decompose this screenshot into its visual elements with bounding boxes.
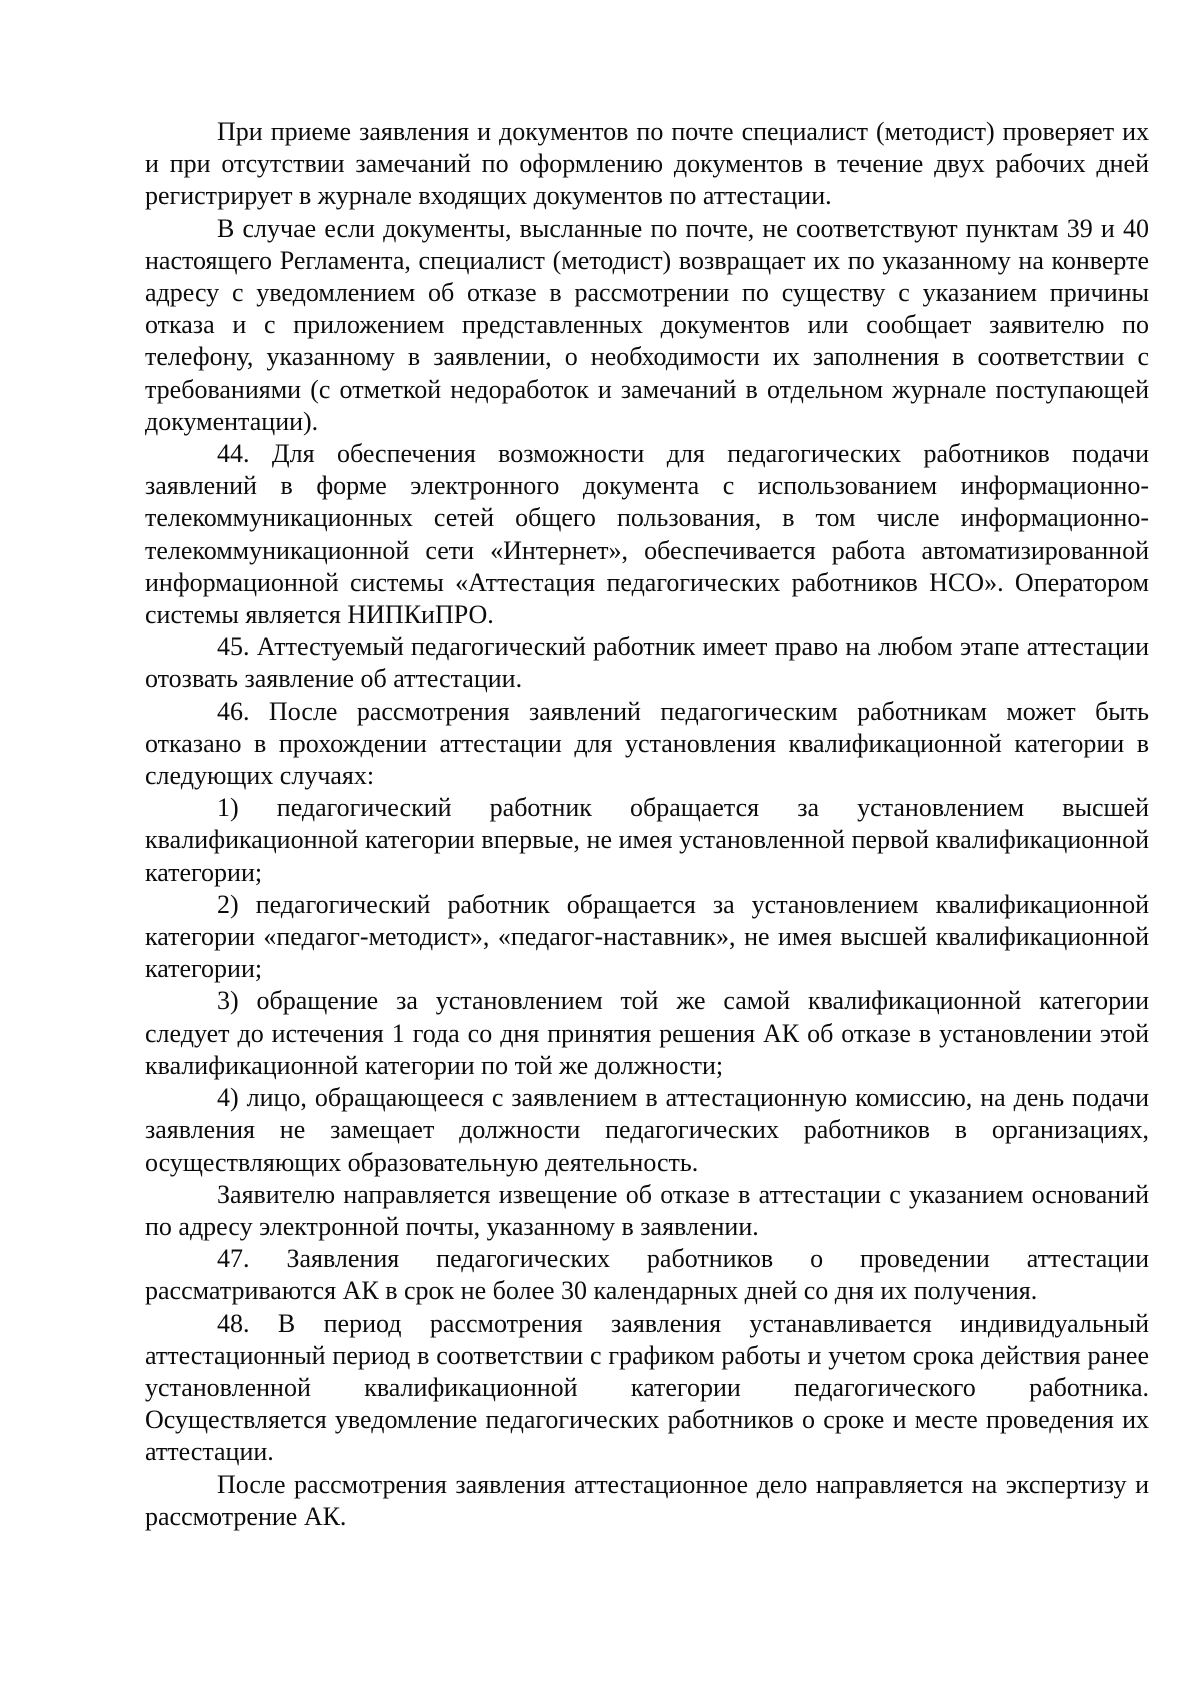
paragraph-final: После рассмотрения заявления аттестационное дело направляется на экспертизу и рассмотрение АК. — [145, 1469, 1149, 1531]
paragraph-mail-receipt: При приеме заявления и документов по почте специалист (методист) проверяет их и при отсутствии замечаний по оформлению документов в течение двух рабочих дней регистрирует в журнале входящих документов по аттестации. — [145, 117, 1149, 211]
paragraph-45: 45. Аттестуемый педагогический работник имеет право на любом этапе аттестации отозвать заявление об аттестации. — [145, 632, 1149, 694]
paragraph-refusal-notice: Заявителю направляется извещение об отказе в аттестации с указанием оснований по адресу электронной почты, указанному в заявлении. — [145, 1179, 1149, 1241]
paragraph-mail-return: В случае если документы, высланные по почте, не соответствуют пунктам 39 и 40 настоящего Регламента, специалист (методист) возвращает их по указанному на конверте адресу с уведомлением об отказе в рассмотрении по существу с указанием причины отказа и с приложением представленных документов или сообщает заявителю по телефону, указанному в заявлении, о необходимости их заполнения в соответствии с требованиями (с отметкой недоработок и замечаний в отдельном журнале поступающей документации). — [145, 213, 1149, 436]
paragraph-44: 44. Для обеспечения возможности для педагогических работников подачи заявлений в форме электронного документа с использованием информационно-телекоммуникационных сетей общего пользования, в том числе информационно-телекоммуникационной сети «Интернет», обеспечивается работа автоматизированной информационной системы «Аттестация педагогических работников НСО». Оператором системы является НИПКиПРО. — [145, 439, 1149, 630]
paragraph-46: 46. После рассмотрения заявлений педагогическим работникам может быть отказано в прохождении аттестации для установления квалификационной категории в следующих случаях: — [145, 696, 1149, 791]
paragraph-47: 47. Заявления педагогических работников о проведении аттестации рассматриваются АК в срок не более 30 календарных дней со дня их получения. — [145, 1244, 1149, 1306]
paragraph-48: 48. В период рассмотрения заявления устанавливается индивидуальный аттестационный период в соответствии с графиком работы и учетом срока действия ранее установленной квалификационной категории педагогического работника. Осуществляется уведомление педагогических работников о сроке и месте проведения их аттестации. — [145, 1308, 1149, 1467]
list-item-3: 3) обращение за установлением той же самой квалификационной категории следует до истечения 1 года со дня принятия решения АК об отказе в установлении этой квалификационной категории по той же должности; — [145, 986, 1149, 1080]
list-item-2: 2) педагогический работник обращается за установлением квалификационной категории «педагог-методист», «педагог-наставник», не имея высшей квалификационной категории; — [145, 889, 1149, 984]
list-item-4: 4) лицо, обращающееся с заявлением в аттестационную комиссию, на день подачи заявления не замещает должности педагогических работников в организациях, осуществляющих образовательную деятельность. — [145, 1083, 1149, 1177]
document-body — [145, 116, 1149, 1533]
list-item-1: 1) педагогический работник обращается за установлением высшей квалификационной категории впервые, не имея установленной первой квалификационной категории; — [145, 793, 1149, 887]
